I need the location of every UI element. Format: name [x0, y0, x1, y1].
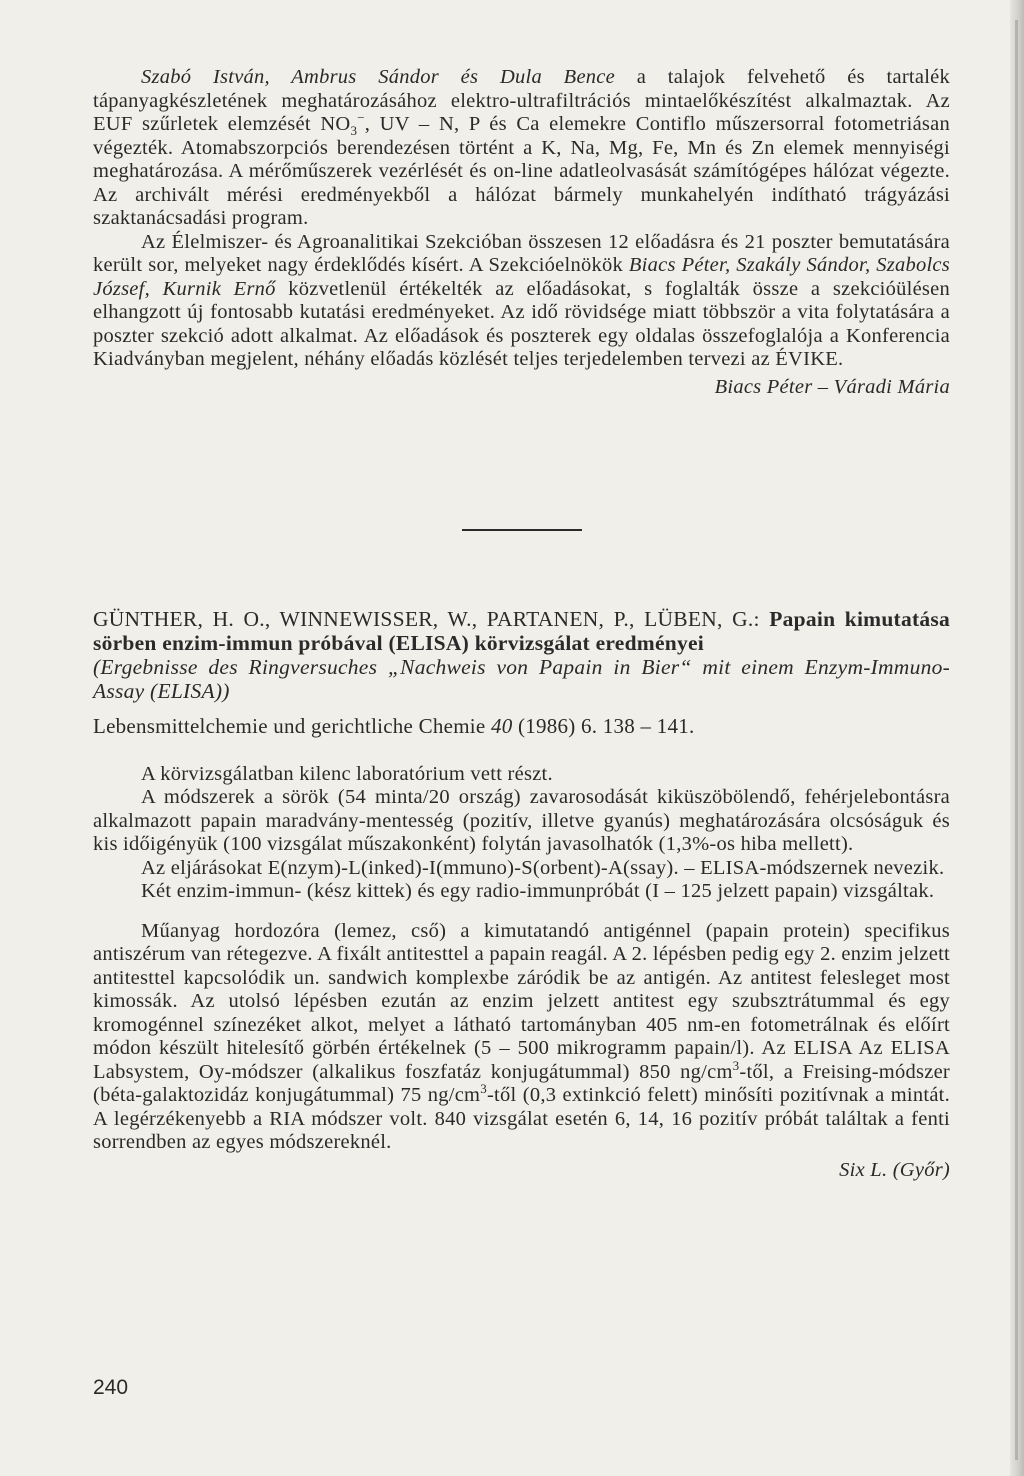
- review2-authors: GÜNTHER, H. O., WINNEWISSER, W., PARTANEN, P., LÜBEN, G.:: [93, 607, 770, 631]
- journal-name: Lebensmittelchemie und gerichtliche Chemie: [93, 714, 491, 738]
- review2-p5-b: -től, a Freising-módszer (béta-galaktozidáz konjugátummal) 75 ng/cm: [93, 1060, 950, 1106]
- review2-signature: Six L. (Győr): [839, 1158, 950, 1181]
- review2-paragraph-1: A körvizsgálatban kilenc laboratórium vett részt.: [141, 762, 553, 785]
- review1-chair-names: Biacs Péter, Szakály Sándor, Szabolcs József, Kurnik Ernő: [93, 254, 950, 300]
- page-number: 240: [93, 1376, 129, 1399]
- review1-signature: Biacs Péter – Váradi Mária: [714, 375, 950, 398]
- page-content: [93, 66, 950, 1182]
- review1-p1-text: a talajok felvehető és tartalék tápanyagkészletének meghatározásához elektro-ultrafiltrációs mintaelőkészítést alkalmaztak. Az EUF szűrletek elemzését NO: [93, 66, 950, 135]
- review1-p2-text: Az Élelmiszer- és Agroanalitikai Szekcióban összesen 12 előadásra és 21 poszter bemutatására került sor, melyeket nagy érdeklődés kísért. A Szekcióelnökök: [93, 230, 950, 276]
- review1-paragraph-1: [93, 66, 950, 231]
- review2-title-de: (Ergebnisse des Ringversuches „Nachweis von Papain in Bier“ mit einem Enzym-Immuno-Assay (ELISA)): [93, 655, 950, 703]
- journal-issue-pages: (1986) 6. 138 – 141.: [512, 714, 695, 738]
- review1-authors: Szabó István, Ambrus Sándor és Dula Bence: [141, 66, 615, 88]
- review2-journal: [93, 715, 950, 739]
- review2-paragraph-3: Az eljárásokat E(nzym)-L(inked)-I(mmuno)-S(orbent)-A(ssay). – ELISA-módszernek nevezik.: [141, 856, 945, 879]
- journal-volume: 40: [490, 714, 513, 738]
- no3-subscript: 3: [350, 123, 358, 139]
- section-divider: [462, 529, 582, 531]
- cm3-superscript-2: 3: [480, 1081, 487, 1097]
- review2-header: [93, 607, 950, 655]
- cm3-superscript-1: 3: [732, 1057, 740, 1073]
- review1-p1-text2: , UV – N, P és Ca elemekre Contiflo műszersorral fotometriásan végezték. Atomabszorpciós berendezésen történt a K, Na, Mg, Fe, Mn és Zn elemek mennyiségi meghatározása. A mérőműszerek vezérlését és on-line adatleolvasását számítógépes hálózat végezte. Az archivált mérési eredményekből a hálózat bármely munkahelyén indítható trágyázási szaktanácsadási program.: [93, 113, 950, 229]
- review-section-2: [93, 607, 950, 1182]
- page-edge-line: [1015, 20, 1018, 1460]
- review2-paragraph-2: A módszerek a sörök (54 minta/20 ország) zavarosodását kiküszöbölendő, fehérjelebontásra alkalmazott papain maradvány-mentesség (pozitív, illetve gyanús) meghatározására olcsóságuk és kis időigényük (100 vizsgálat műszakonként) folytán javasolhatók (1,3%-os hiba mellett).: [93, 786, 950, 855]
- review2-p5-a: Műanyag hordozóra (lemez, cső) a kimutatandó antigénnel (papain protein) specifikus antiszérum van rétegezve. A fixált antitesttel a papain reagál. A 2. lépésben pedig egy 2. enzim jelzett antitesttel kapcsolódik un. sandwich komplexbe záródik be az antigén. Az antitest felesleget most kimossák. Az utolsó lépésben ezután az enzim jelzett antitest egy szubsztrátummal és egy kromogénnel színezéket alkot, melyet a látható tartományban 405 nm-en fotometrálnak és előírt módon készült hitelesítő görbén értékelnek (5 – 500 mikrogramm papain/l). Az ELISA Az ELISA Labsystem, Oy-módszer (alkalikus foszfatáz konjugátummal) 850 ng/cm: [93, 919, 950, 1083]
- review-section-1: [93, 66, 950, 399]
- review2-title-hu: Papain kimutatása sörben enzim-immun próbával (ELISA) körvizsgálat eredményei: [93, 607, 950, 655]
- review1-p2-text2: közvetlenül értékelték az előadásokat, s foglalták össze a szekcióülésen elhangzott új fontosabb kutatási eredményeket. Az idő rövidsége miatt többször a vita folytatására a poszter szekció adott alkalmat. Az előadások és poszterek egy oldalas összefoglalója a Konferencia Kiadványban megjelent, néhány előadás közlését teljes terjedelemben tervezi az ÉVIKE.: [93, 277, 950, 370]
- no3-superscript: −: [357, 110, 365, 126]
- review2-paragraph-5: [93, 920, 950, 1155]
- review2-paragraph-4: Két enzim-immun- (kész kittek) és egy radio-immunpróbát (I – 125 jelzett papain) vizsgáltak.: [141, 880, 935, 902]
- review1-paragraph-2: [93, 231, 950, 372]
- review2-p5-c: -től (0,3 extinkció felett) minősíti pozitívnak a mintát. A legérzékenyebb a RIA módszer volt. 840 vizsgálat esetén 6, 14, 16 pozitív próbát találtak a fenti sorrendben az egyes módszereknél.: [93, 1084, 950, 1153]
